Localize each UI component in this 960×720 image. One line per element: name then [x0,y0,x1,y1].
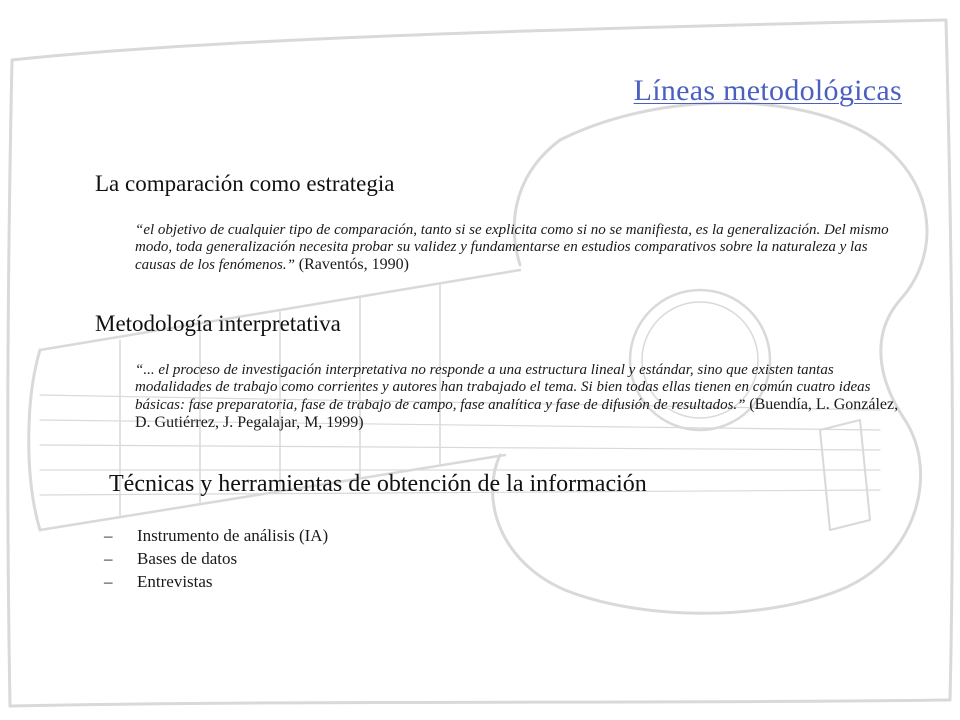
techniques-list [104,524,328,593]
section-heading-interpretativa: Metodología interpretativa [95,311,341,336]
bullet-dash: – [104,572,113,591]
quote-comparacion [135,222,910,274]
quote-interpretativa [135,362,910,432]
list-item-label: Bases de datos [137,549,238,568]
quote-citation: (Buendía, L. González, D. Gutiérrez, J. Pegalajar, M, 1999) [135,396,899,431]
bullet-dash: – [104,526,113,545]
section-heading-tecnicas: Técnicas y herramientas de obtención de la información [109,471,647,497]
list-item [104,524,328,547]
list-item [104,547,328,570]
quote-citation: (Raventós, 1990) [298,256,409,273]
bullet-dash: – [104,549,113,568]
quote-text: “... el proceso de investigación interpretativa no responde a una estructura lineal y estándar, sino que existen tantas modalidades de trabajo como corrientes y autores han trabajado el tema. Si bien todas ellas tienen en común cuatro ideas básicas: fase preparatoria, fase de trabajo de campo, fase analítica y fase de difusión de resultados.” [135,362,871,413]
page-title: Líneas metodológicas [633,74,902,107]
list-item [104,570,328,593]
quote-text: “el objetivo de cualquier tipo de comparación, tanto si se explicita como si no se manifiesta, es la generalización. Del mismo modo, toda generalización necesita probar su validez y fundamentarse en estudios comparativos sobre la naturaleza y las causas de los fenómenos.” [135,222,889,273]
list-item-label: Entrevistas [137,572,213,591]
list-item-label: Instrumento de análisis (IA) [137,526,329,545]
section-heading-comparacion: La comparación como estrategia [95,171,395,196]
